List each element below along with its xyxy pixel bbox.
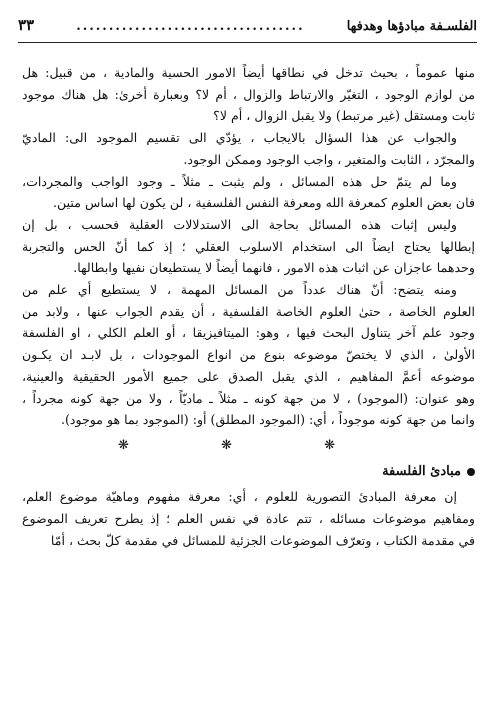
bullet-icon [467, 468, 475, 476]
page-number: ٣٣ [18, 16, 35, 34]
text-line: وما لم يتمّ حل هذه المسائل ، ولم يثبت ـ مثلاً ـ وجود الواجب والمجردات، [22, 173, 457, 189]
text-line: والجواب عن هذا السؤال بالايجاب ، يؤدّي الى تقسيم الموجود الى: الماديّ [22, 130, 457, 146]
paragraph [22, 486, 475, 551]
text-line: منها عموماً ، بحيث تدخل في نطاقها أيضاً الامور الحسية والمادية ، من قبيل: هل [22, 65, 475, 80]
paragraph-group [22, 62, 475, 431]
text-line: موضوعه أعمَّ المفاهيم ، الذي يقبل الصدق على جميع الأمور الحقيقية والعينية، [22, 368, 475, 384]
text-line: وهو عنوان: (الموجود) ، لا من جهة كونه ـ مثلاً ـ ماديّاً ، ولا من جهة كونه مجرداً ، [22, 390, 475, 406]
header-rule [18, 42, 477, 43]
text-line: إن معرفة المبادئ التصورية للعلوم ، أي: معرفة مفهوم وماهيّة موضوع العلم، [22, 489, 457, 505]
text-line: والمجرّد ، الثابت والمتغير ، واجب الوجود وممكن الوجود. [183, 151, 475, 167]
section-title: مبادئ الفلسفة [382, 463, 461, 479]
paragraph [22, 62, 475, 127]
text-line: وانما من جهة كونه موجوداً ، أي: (الموجود المطلق) أو: (الموجود بما هو موجود). [60, 412, 475, 428]
paragraph [22, 279, 475, 431]
section-separator: ❋ ❋ ❋ [118, 437, 379, 453]
section-heading [22, 461, 475, 483]
text-line: ومنه يتضح: أنّ هناك عدداً من المسائل المهمة ، لا يستطيع أي علم من [22, 282, 457, 298]
paragraph [22, 171, 475, 214]
text-line: ومفاهيم موضوعات مسائله ، تتم عادة في نفس العلم ؛ إذ يطرح تعريف الموضوع [22, 511, 475, 527]
page-body [22, 62, 475, 551]
text-line: الأولىٰ ، الذي لا يختصّ موضوعه بنوع من انواع الموجودات ، بل لابـد ان يكـون [22, 347, 475, 363]
text-line: وحدهما عاجزان عن اثبات هذه الامور ، فانهما أيضاً لا يستطيعان نفيها وابطالها. [73, 260, 475, 276]
text-line: العلوم الخاصة ، حتىٰ العلوم الخاصة الفلسفية ، أن يقدم الجواب عنها ، ولابد من [22, 303, 475, 319]
paragraph [22, 214, 475, 279]
text-line: وليس إثبات هذه المسائل بحاجة الى الاستدلالات العقلية فحسب ، بل إن [22, 216, 457, 232]
text-line: من لوازم الوجود ، التغيّر والارتباط والزوال ، أم لا؟ وبعبارة أخرىٰ: هل هناك موجود [22, 86, 475, 102]
paragraph [22, 127, 475, 170]
header-leader-dots: ................................... [76, 19, 305, 34]
text-line: إبطالها يحتاج ايضاً الى استخدام الاسلوب العقلي ؛ إذ كما أنّ الحس والتجربة [22, 238, 475, 254]
running-header [18, 16, 477, 40]
text-line: في مقدمة الكتاب ، وتعرّف الموضوعات الجزئية للمسائل في مقدمة كلّ بحث ، أمّا [50, 532, 475, 548]
section-paragraph-group [22, 486, 475, 551]
text-line: وجود علم آخر يتناول البحث فيها ، وهو: الميتافيزيقا ، أو العلم الكلي ، او الفلسفة [22, 325, 475, 341]
header-title: الفلسـفة مبادؤها وهدفها [346, 19, 477, 34]
text-line: ثابت ومستقل (غير مرتبط) ولا يقبل الزوال ، أم لا؟ [213, 108, 475, 124]
text-line: فان بعض العلوم كمعرفة الله ومعرفة النفس الفلسفية ، لن يكون لها اساس متين. [53, 195, 475, 211]
